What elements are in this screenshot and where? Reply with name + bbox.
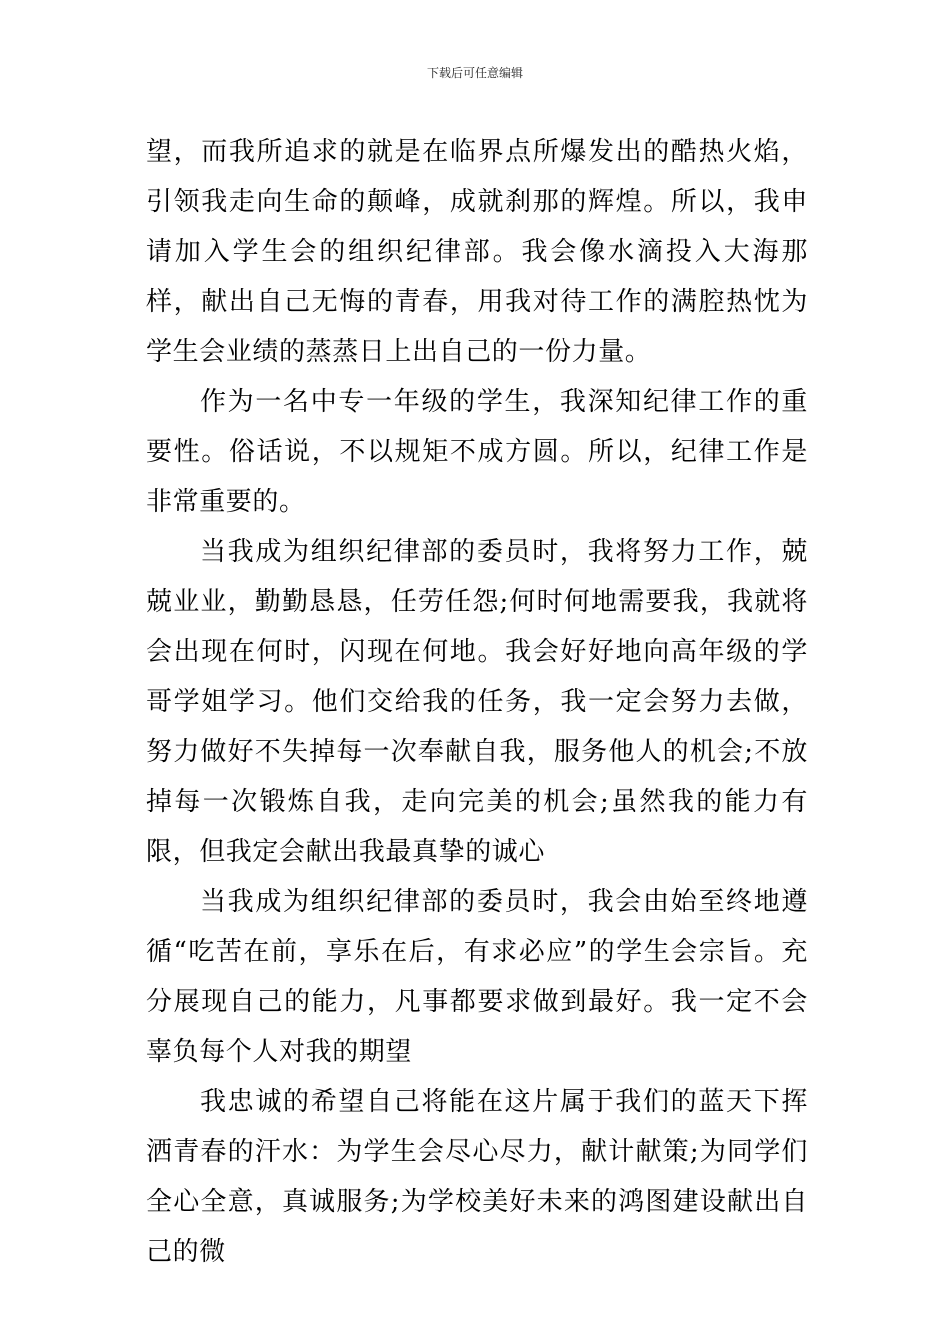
page-header: 下载后可任意编辑 [426,66,523,80]
paragraph: 我忠诚的希望自己将能在这片属于我们的蓝天下挥洒青春的汗水：为学生会尽心尽力，献计献策;为同学们全心全意，真诚服务;为学校美好未来的鸿图建设献出自己的微 [146,1087,808,1267]
paragraph-continuation: 望，而我所追求的就是在临界点所爆发出的酷热火焰，引领我走向生命的颠峰，成就刹那的辉煌。所以，我申请加入学生会的组织纪律部。我会像水滴投入大海那样，献出自己无悔的青春，用我对待工作的满腔热忱为学生会业绩的蒸蒸日上出自己的一份力量。 [146,137,808,367]
paragraph: 作为一名中专一年级的学生，我深知纪律工作的重要性。俗话说，不以规矩不成方圆。所以，纪律工作是非常重要的。 [146,387,808,517]
paragraph: 当我成为组织纪律部的委员时，我会由始至终地遵循“吃苦在前，享乐在后，有求必应”的学生会宗旨。充分展现自己的能力，凡事都要求做到最好。我一定不会辜负每个人对我的期望 [146,887,808,1067]
paragraph: 当我成为组织纪律部的委员时，我将努力工作，兢兢业业，勤勤恳恳，任劳任怨;何时何地需要我，我就将会出现在何时，闪现在何地。我会好好地向高年级的学哥学姐学习。他们交给我的任务，我一定会努力去做，努力做好不失掉每一次奉献自我，服务他人的机会;不放掉每一次锻炼自我，走向完美的机会;虽然我的能力有限，但我定会献出我最真挚的诚心 [146,537,808,867]
document-body [146,127,808,1277]
